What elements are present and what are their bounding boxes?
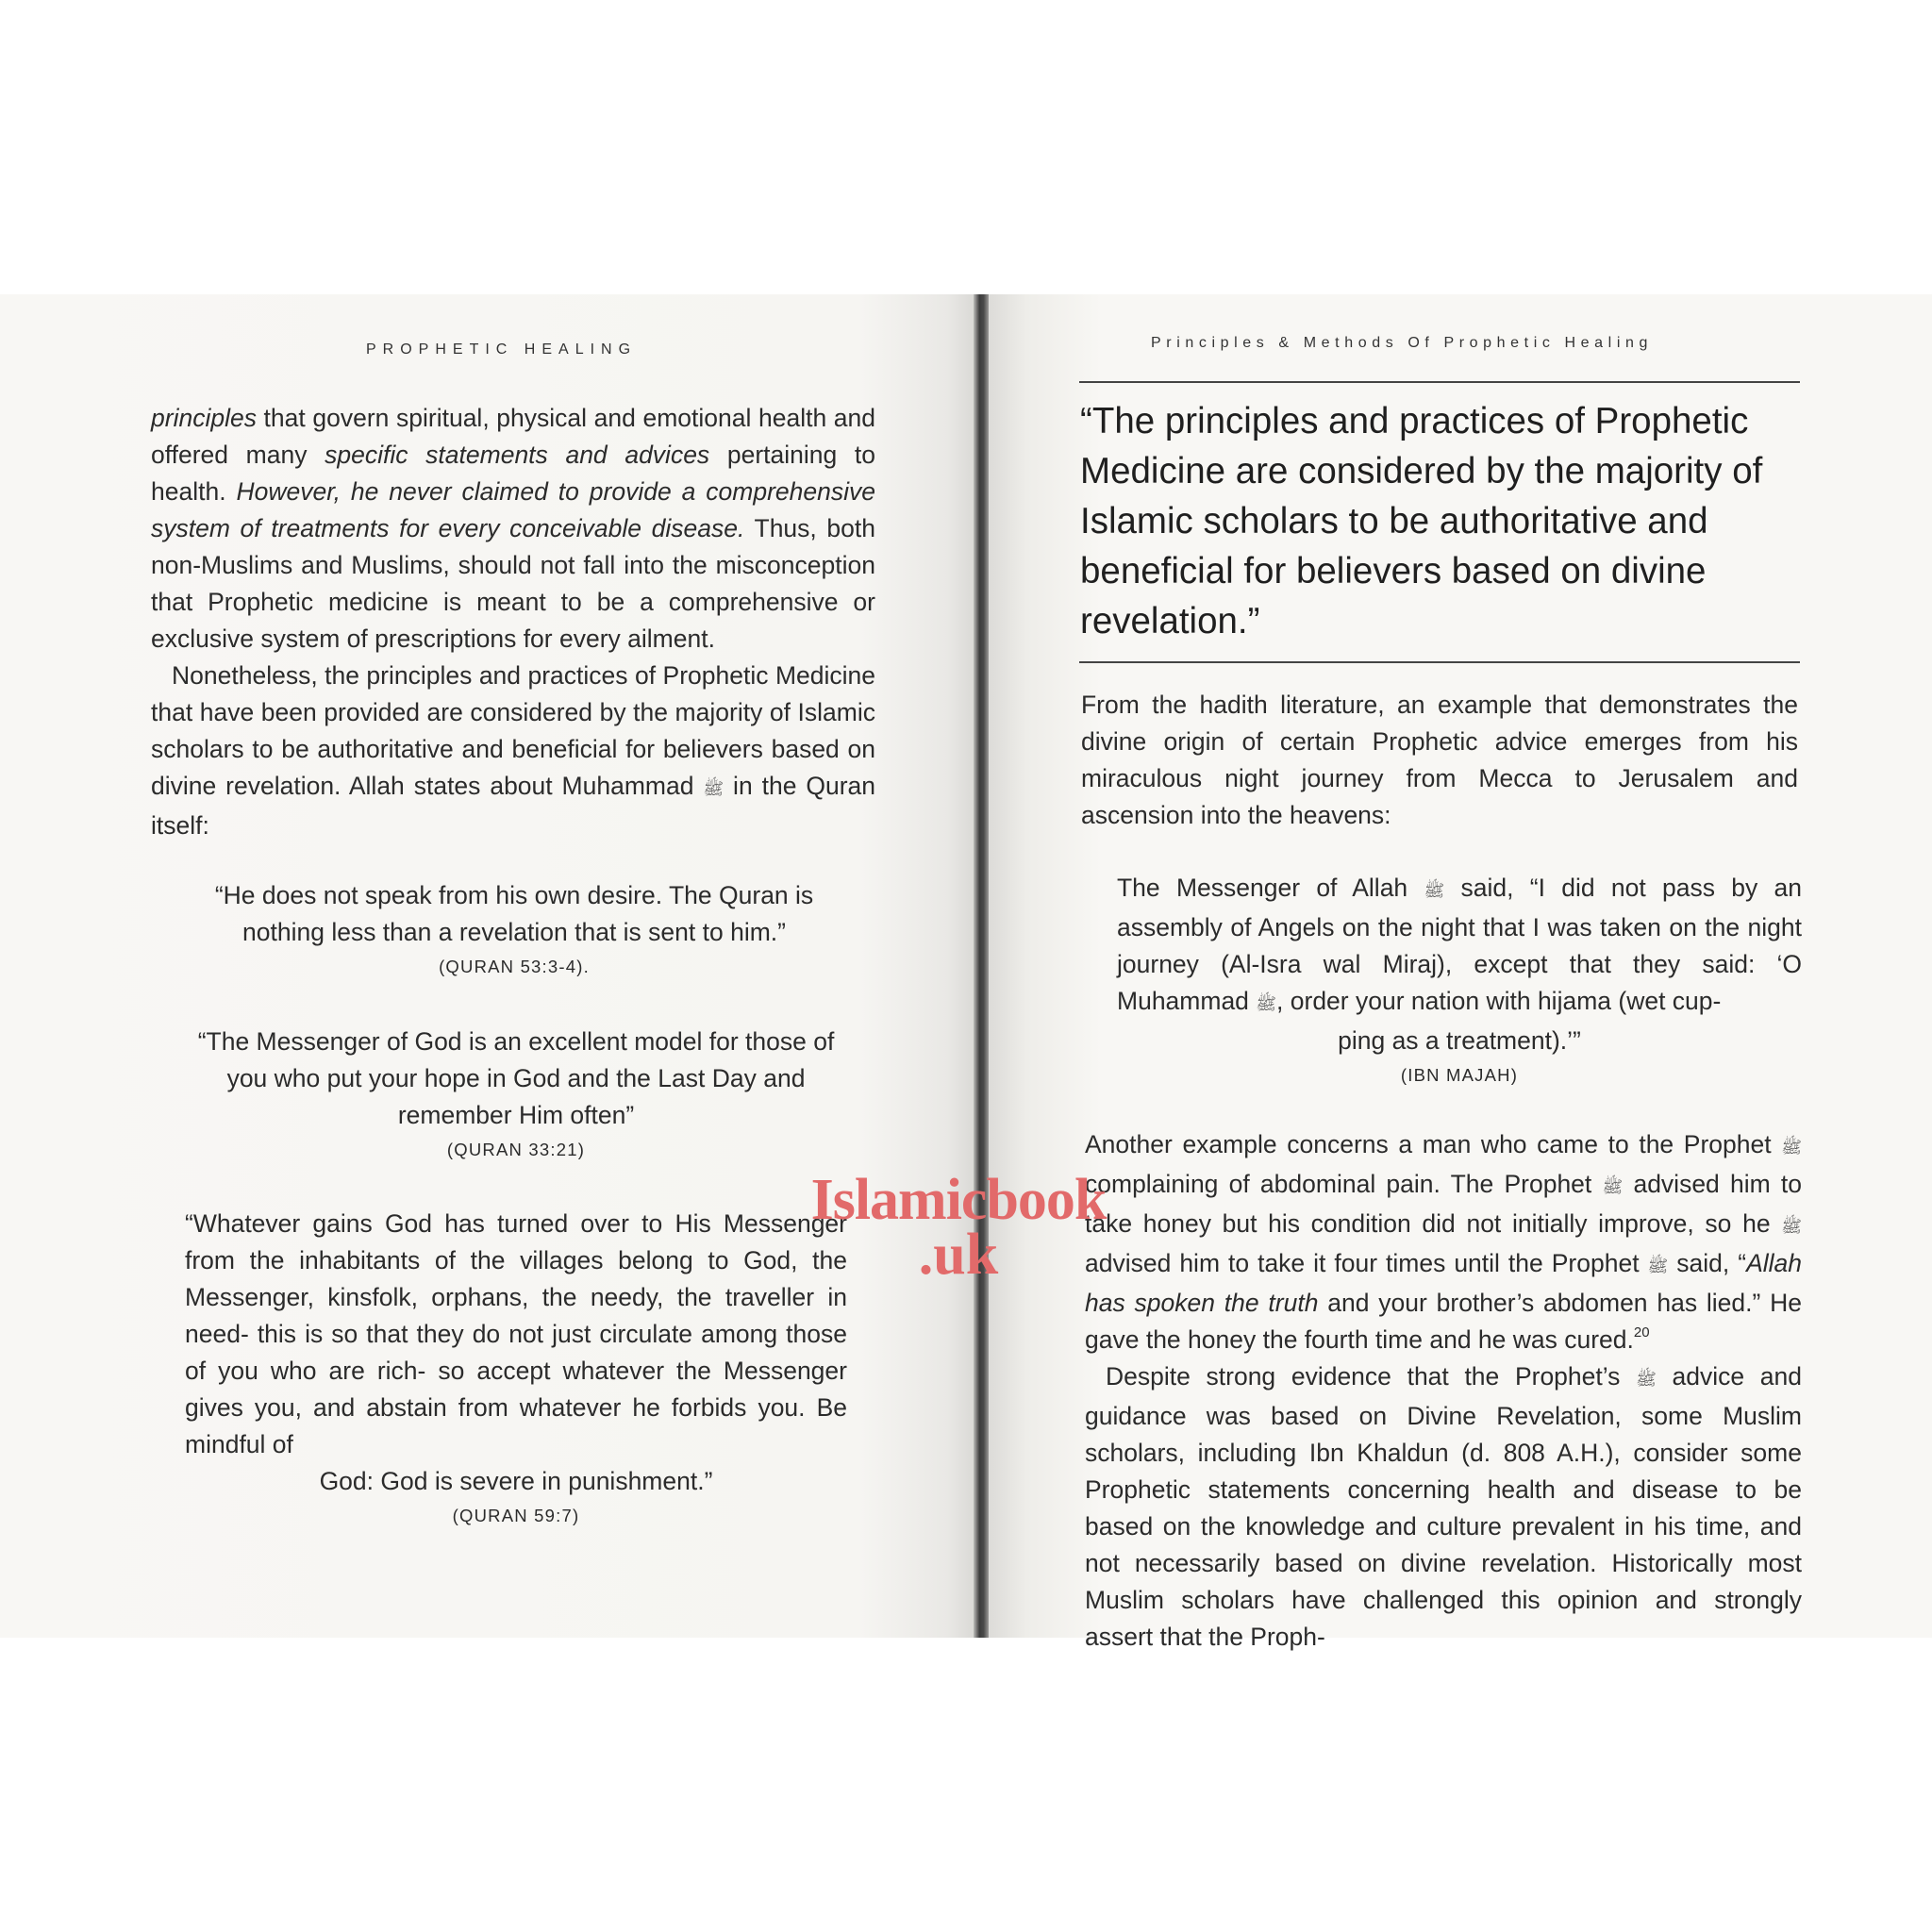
pull-quote-bottom-rule <box>1079 661 1800 663</box>
quote-source: (IBN MAJAH) <box>1400 1065 1519 1085</box>
left-page <box>0 294 977 1638</box>
footnote-marker: 20 <box>1633 1324 1650 1341</box>
quran-quote-53-3: “He does not speak from his own desire. The Quran is nothing less than a revelation that is sent to him.” (QURAN 53:3-4). <box>179 877 849 981</box>
quote-source: (QURAN 59:7) <box>452 1506 580 1525</box>
quote-source: (QURAN 33:21) <box>446 1140 586 1159</box>
right-paragraph-2: Another example concerns a man who came to the Prophet ﷺ complaining of abdominal pain. The Prophet ﷺ advised him to take honey but his condition did not initially improve, so he ﷺ advised him to take it four times until the Prophet ﷺ said, “Allah has spoken the truth and your brother’s abdomen has lied.” He gave the honey the fourth time and he was cured.$^{20}$ <box>1085 1130 1803 1354</box>
pull-quote: “The principles and practices of Prophetic Medicine are considered by the majority of Islamic scholars to be authoritative and beneficial for believers based on divine revelation.” <box>1080 401 1763 641</box>
pull-quote-top-rule <box>1079 381 1800 383</box>
left-paragraph-1: principles that govern spiritual, physical and emotional health and offered many specific statements and advices pertaining to health. However, he never claimed to provide a comprehensive system of treatments for every conceivable disease. Thus, both non-Muslims and Muslims, should not fall into the misconception that Prophetic medicine is meant to be a comprehensive or exclusive system of prescriptions for every ailment. <box>151 404 875 653</box>
honorific-icon: ﷺ <box>1602 1177 1624 1196</box>
honorific-icon: ﷺ <box>703 779 724 798</box>
running-head-right: Principles & Methods Of Prophetic Healing <box>1151 335 1653 351</box>
running-head-left: PROPHETIC HEALING <box>366 341 638 358</box>
quran-quote-59-7: “Whatever gains God has turned over to His Messenger from the inhabitants of the villages belong to God, the Messenger, kinsfolk, orphans, the needy, the traveller in need- this is so that they do not just circulate among those of you who are rich- so accept whatever the Messenger gives you, and abstain from whatever he forbids you. Be mindful of God: God is severe in punishment.” (QURAN 59:7) <box>185 1206 847 1530</box>
right-body-text <box>1085 1126 1802 1656</box>
right-paragraph-3: Despite strong evidence that the Prophet’s ﷺ advice and guidance was based on Divine Revelation, some Muslim scholars, including Ibn Khaldun (d. 808 A.H.), consider some Prophetic statements concerning health and disease to be based on the knowledge and culture prevalent in his time, and not necessarily based on divine revelation. Historically most Muslim scholars have challenged this opinion and strongly assert that the Proph- <box>1085 1362 1802 1651</box>
quran-quote-33-21: “The Messenger of God is an excellent model for those of you who put your hope in God and the Last Day and remember Him often” (QURAN 33:21) <box>185 1024 847 1164</box>
honorific-icon: ﷺ <box>1636 1370 1657 1389</box>
right-page <box>989 294 1932 1651</box>
honorific-icon: ﷺ <box>1256 994 1277 1013</box>
right-paragraph-1: From the hadith literature, an example that demonstrates the divine origin of certain Prophetic advice emerges from his miraculous night journey from Mecca to Jerusalem and ascension into the heavens: <box>1081 691 1798 829</box>
book-spread <box>0 294 1932 1651</box>
quote-source: (QURAN 53:3-4). <box>439 957 590 976</box>
honorific-icon: ﷺ <box>1781 1217 1802 1236</box>
hadith-quote: The Messenger of Allah ﷺ said, “I did not pass by an assembly of Angels on the night that I was taken on the night journey (Al-Isra wal Miraj), except that they said: ‘O Muhammad ﷺ, order your nation with hijama (wet cup- ping as a treatment).’” (IBN MAJAH) <box>1117 870 1802 1090</box>
honorific-icon: ﷺ <box>1781 1138 1802 1157</box>
left-paragraph-2: Nonetheless, the principles and practices of Prophetic Medicine that have been provided are considered by the majority of Islamic scholars to be authoritative and beneficial for believers based on divine revelation. Allah states about Muhammad ﷺ in the Quran itself: <box>151 661 876 840</box>
watermark: Islamicbook .uk <box>810 1168 1107 1287</box>
honorific-icon: ﷺ <box>1424 881 1445 900</box>
left-body-text <box>151 400 875 844</box>
honorific-icon: ﷺ <box>1647 1257 1669 1275</box>
